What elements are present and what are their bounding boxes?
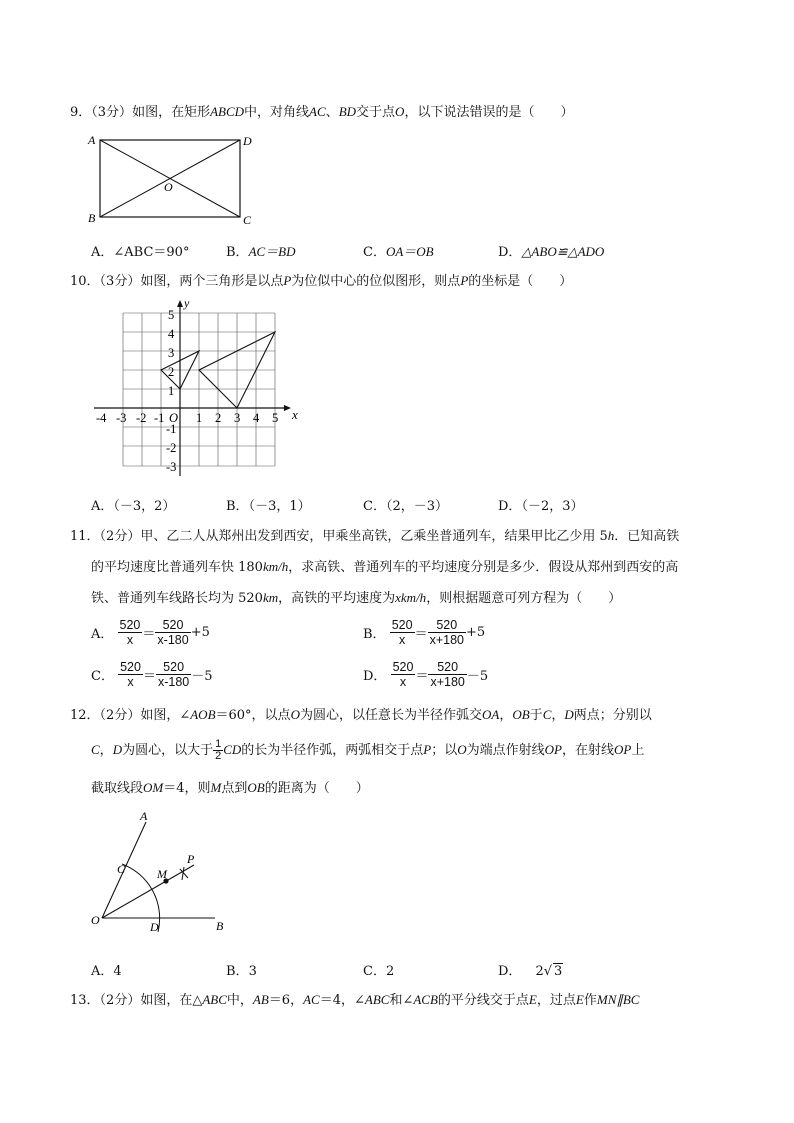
- sqrt-icon: √: [543, 964, 553, 979]
- q10-origin-label: O: [169, 411, 179, 425]
- q9-option-a[interactable]: A．∠ABC＝90°: [91, 245, 190, 260]
- q10-ytick: 4: [168, 327, 175, 341]
- q11-stem-line3: 铁、普通列车线路长均为 520km，高铁的平均速度为xkm/h，则根据题意可列方程为（ ）: [91, 590, 622, 606]
- q10-ytick: 2: [168, 365, 175, 379]
- q10-xtick: 5: [272, 411, 279, 425]
- q12-stem-line3: 截取线段OM＝4，则M点到OB的距离为（ ）: [91, 780, 369, 796]
- q9-label-d: D: [243, 134, 252, 148]
- q11-stem-line1: 11．（2分）甲、乙二人从郑州出发到西安，甲乘坐高铁，乙乘坐普通列车，结果甲比乙少用 5h．已知高铁: [70, 528, 680, 544]
- q10-xtick: -3: [116, 411, 127, 425]
- q12-stem-line1: 12．（2分）如图，∠AOB＝60°，以点O为圆心，以任意长为半径作弧交OA，OB于C，D两点；分别以: [70, 707, 652, 723]
- q10-y-arrow-icon: [177, 300, 183, 307]
- q10-x-arrow-icon: [284, 405, 291, 411]
- q12-option-c[interactable]: C．2: [363, 964, 395, 979]
- q10-option-c[interactable]: C．（2，－3）: [363, 499, 448, 514]
- q10-ytick: 5: [168, 308, 175, 322]
- q12-stem-line2: C，D为圆心，以大于 $\frac{1}{2}$ CD的长为半径作弧，两弧相交于点P；以O为端点作射线OP，在射线OP上: [91, 738, 645, 762]
- q13-stem: 13．（2分）如图，在△ABC中，AB＝6，AC＝4，∠ABC和∠ACB的平分线交于点E，过点E作MN∥BC: [70, 992, 640, 1008]
- q11-option-d[interactable]: D． $\frac{520}{x}$ ＝ $\frac{520}{x+180}$ －5: [363, 660, 489, 689]
- q12-angle-figure: [84, 806, 244, 936]
- q10-ytick: -3: [166, 460, 177, 474]
- q10-option-a[interactable]: A．（－3，2）: [91, 499, 176, 514]
- q12-label-b: B: [216, 919, 224, 933]
- q9-option-c[interactable]: C．OA＝OB: [363, 244, 434, 260]
- q12-label-c: C: [117, 862, 126, 876]
- q12-half-fraction: $\frac{1}{2}$: [215, 738, 222, 762]
- q10-y-label: y: [184, 296, 190, 310]
- q12-option-d[interactable]: D． 2√ 3: [498, 964, 563, 979]
- q10-xtick: 4: [253, 411, 260, 425]
- q10-grid-lines: [123, 313, 275, 466]
- q10-tick-labels: [96, 308, 278, 474]
- q10-stem: 10．（3分）如图，两个三角形是以点P为位似中心的位似图形，则点P的坐标是（ ）: [70, 273, 573, 289]
- q10-xtick: -2: [136, 411, 147, 425]
- q10-xtick: -4: [96, 411, 107, 425]
- q12-label-p: P: [187, 852, 195, 866]
- q10-x-label: x: [292, 407, 298, 422]
- q10-xtick: -1: [154, 411, 165, 425]
- q9-rectangle-figure: [86, 132, 256, 228]
- q11-option-a[interactable]: A． $\frac{520}{x}$ ＝ $\frac{520}{x-180}$ +5: [91, 618, 210, 647]
- q10-xtick: 2: [215, 411, 222, 425]
- q10-grid-figure: [88, 296, 308, 482]
- q11-option-b[interactable]: B． $\frac{520}{x}$ ＝ $\frac{520}{x+180}$ +5: [363, 618, 486, 647]
- q10-ytick: -2: [166, 441, 177, 455]
- q11-stem-line2: 的平均速度比普通列车快 180km/h，求高铁、普通列车的平均速度分别是多少．假设从郑州到西安的高: [91, 559, 679, 575]
- q11-option-c[interactable]: C． $\frac{520}{x}$ ＝ $\frac{520}{x-180}$ －5: [91, 660, 213, 689]
- q10-option-b[interactable]: B．（－3，1）: [226, 499, 311, 514]
- q9-option-d[interactable]: D．△ABO≌△ADO: [498, 244, 605, 260]
- q9-stem: 9．（3分）如图，在矩形ABCD中，对角线AC、BD交于点O，以下说法错误的是（ ）: [70, 104, 574, 120]
- q12-option-b[interactable]: B．3: [226, 964, 257, 979]
- q10-xtick: 1: [196, 411, 203, 425]
- q9-label-o: O: [164, 180, 173, 194]
- q10-ytick: -1: [166, 422, 177, 436]
- q10-ytick: 3: [168, 346, 175, 360]
- q10-option-d[interactable]: D．（－2，3）: [498, 499, 584, 514]
- q12-label-o: O: [91, 913, 100, 927]
- q9-label-a: A: [88, 133, 96, 147]
- q12-ray-op: [102, 865, 194, 918]
- q9-label-c: C: [243, 213, 252, 227]
- q12-option-a[interactable]: A．4: [91, 964, 122, 979]
- q12-label-a: A: [140, 809, 148, 823]
- q9-label-b: B: [88, 211, 96, 225]
- q9-option-b[interactable]: B．AC＝BD: [226, 244, 296, 260]
- q10-xtick: 3: [234, 411, 241, 425]
- q12-label-d: D: [150, 920, 159, 934]
- q10-ytick: 1: [168, 384, 175, 398]
- q12-label-m: M: [157, 867, 167, 881]
